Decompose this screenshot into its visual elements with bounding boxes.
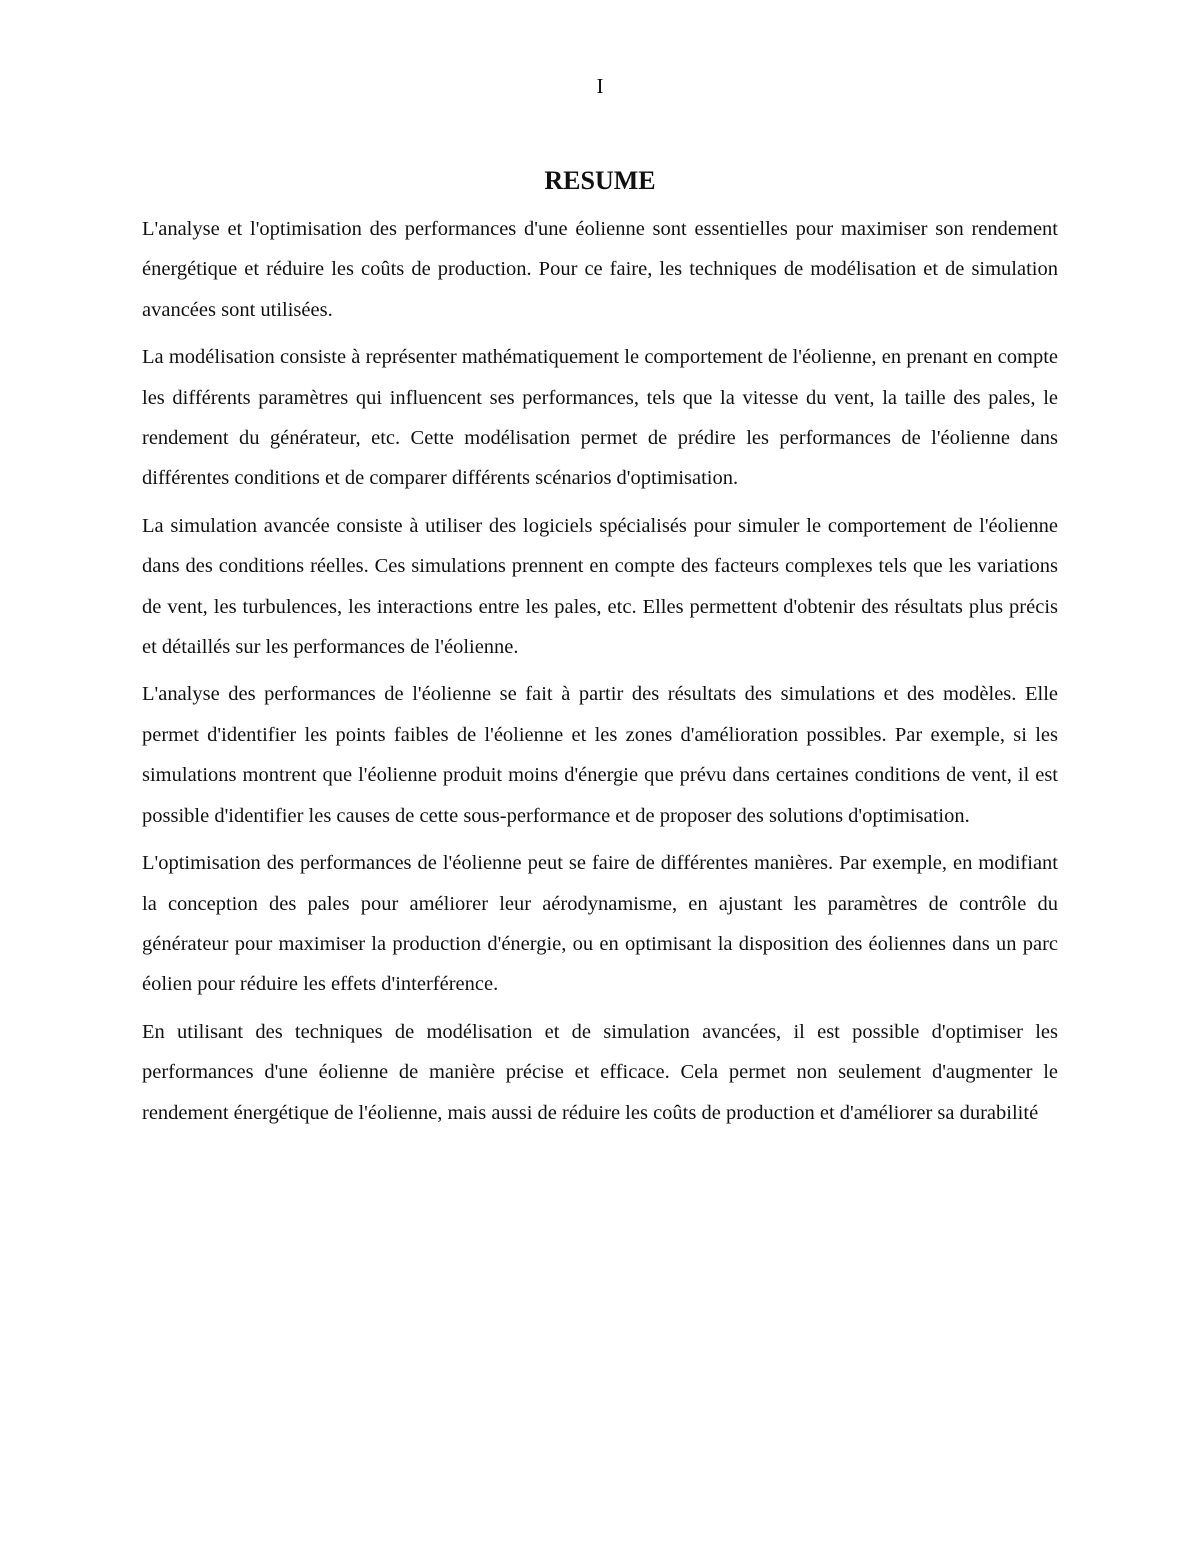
page-number: I: [596, 74, 604, 98]
document-body: [142, 209, 1058, 1140]
paragraph-1: L'analyse et l'optimisation des performances d'une éolienne sont essentielles pour maximiser son rendement énergétique et réduire les coûts de production. Pour ce faire, les techniques de modélisation et de simulation avancées sont utilisées.: [142, 218, 1058, 321]
paragraph-6: En utilisant des techniques de modélisation et de simulation avancées, il est possible d'optimiser les performances d'une éolienne de manière précise et efficace. Cela permet non seulement d'augmenter le rendement énergétique de l'éolienne, mais aussi de réduire les coûts de production et d'améliorer sa durabilité: [142, 1020, 1058, 1124]
paragraph-5: L'optimisation des performances de l'éolienne peut se faire de différentes manières. Par exemple, en modifiant la conception des pales pour améliorer leur aérodynamisme, en ajustant les paramètres de contrôle du générateur pour maximiser la production d'énergie, ou en optimisant la disposition des éoliennes dans un parc éolien pour réduire les effets d'interférence.: [142, 852, 1058, 996]
paragraph-3: La simulation avancée consiste à utiliser des logiciels spécialisés pour simuler le comportement de l'éolienne dans des conditions réelles. Ces simulations prennent en compte des facteurs complexes tels que les variations de vent, les turbulences, les interactions entre les pales, etc. Elles permettent d'obtenir des résultats plus précis et détaillés sur les performances de l'éolienne.: [142, 514, 1058, 659]
paragraph-2: La modélisation consiste à représenter mathématiquement le comportement de l'éolienne, en prenant en compte les différents paramètres qui influencent ses performances, tels que la vitesse du vent, la taille des pales, le rendement du générateur, etc. Cette modélisation permet de prédire les performances de l'éolienne dans différentes conditions et de comparer différents scénarios d'optimisation.: [142, 346, 1058, 490]
paragraph-4: L'analyse des performances de l'éolienne se fait à partir des résultats des simulations et des modèles. Elle permet d'identifier les points faibles de l'éolienne et les zones d'amélioration possibles. Par exemple, si les simulations montrent que l'éolienne produit moins d'énergie que prévu dans certaines conditions de vent, il est possible d'identifier les causes de cette sous-performance et de proposer des solutions d'optimisation.: [142, 683, 1058, 827]
page-title: RESUME: [544, 166, 656, 195]
